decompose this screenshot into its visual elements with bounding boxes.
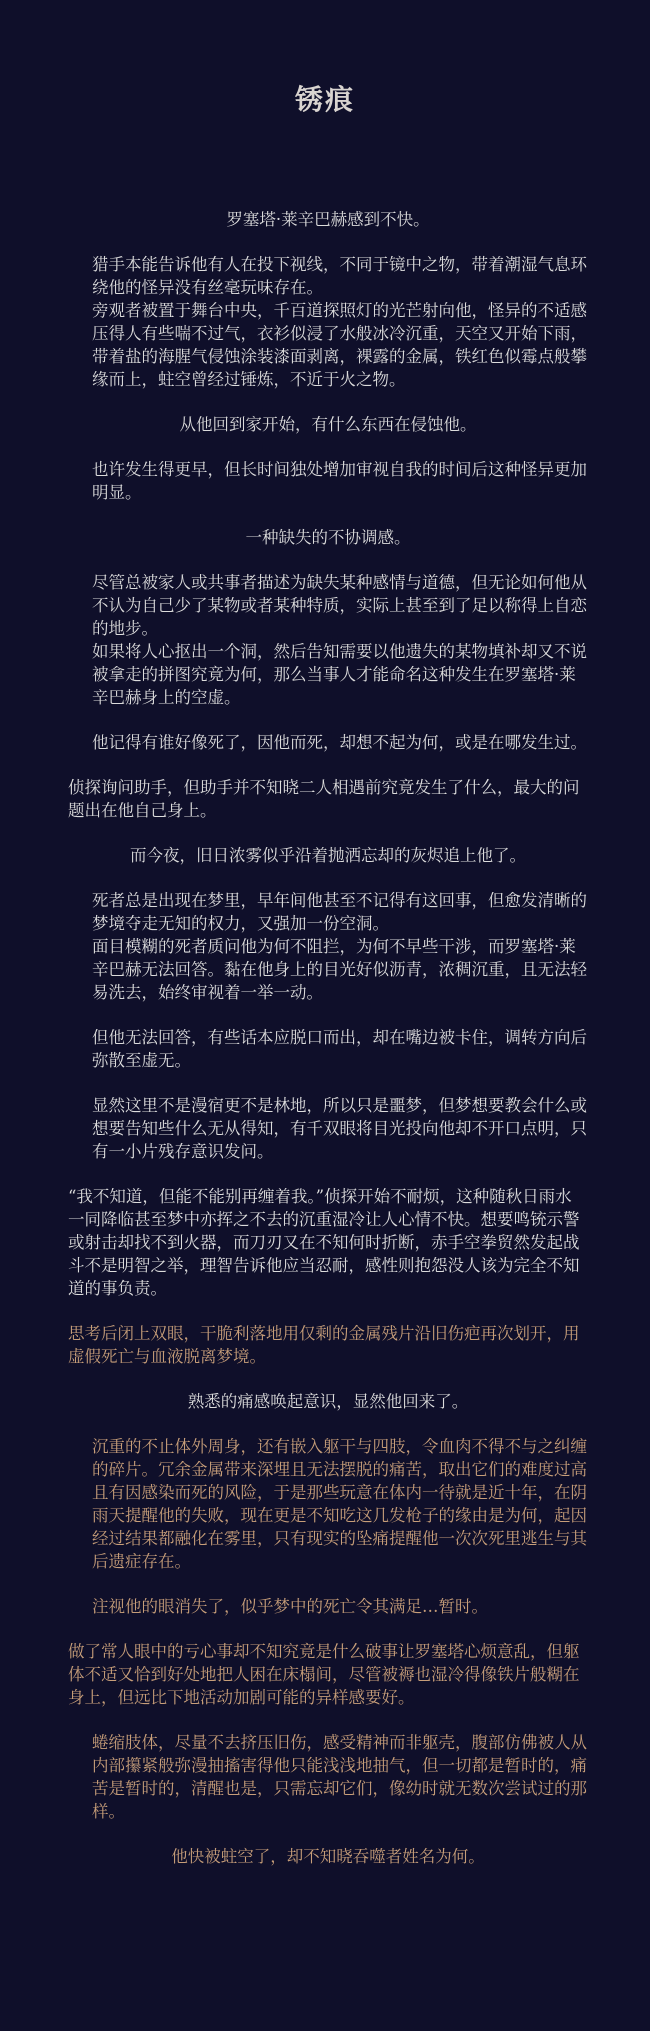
paragraph: 沉重的不止体外周身，还有嵌入躯干与四肢，令血肉不得不与之纠缠的碎片。冗余金属带来深埋且无法摆脱的痛苦，取出它们的难度过高且有因感染而死的风险，于是那些玩意在体内一待就是近十年，在阴雨天提醒他的失败，现在更是不知吃这几发枪子的缘由是为何，起因经过结果都融化在雾里，只有现实的坠痛提醒他一次次死里逃生与其后遗症存在。 bbox=[92, 1437, 587, 1571]
paragraph: “我不知道，但能不能别再缠着我。”侦探开始不耐烦，这种随秋日雨水一同降临甚至梦中亦挥之不去的沉重湿冷让人心情不快。想要鸣铳示警或射击却找不到火器，而刀刃又在不知何时折断，赤手空拳贸然发起战斗不是明智之举，理智告诉他应当忍耐，感性则抱怨没人该为完全不知道的事负责。 bbox=[68, 1187, 580, 1298]
paragraph: 他快被蛀空了，却不知晓吞噬者姓名为何。 bbox=[171, 1847, 485, 1866]
paragraph: 蜷缩肢体，尽量不去挤压旧伤，感受精神而非躯壳，腹部仿佛被人从内部攥紧般弥漫抽搐害得他只能浅浅地抽气，但一切都是暂时的，痛苦是暂时的，清醒也是，只需忘却它们，像幼时就无数次尝试过的那样。 bbox=[92, 1733, 587, 1821]
paragraph: 罗塞塔·莱辛巴赫感到不快。 bbox=[226, 210, 430, 229]
paragraph: 但他无法回答，有些话本应脱口而出，却在嘴边被卡住，调转方向后弥散至虚无。 bbox=[92, 1028, 587, 1070]
paragraph: 注视他的眼消失了，似乎梦中的死亡令其满足…暂时。 bbox=[92, 1597, 488, 1616]
paragraph: 他记得有谁好像死了，因他而死，却想不起为何，或是在哪发生过。 bbox=[92, 733, 587, 752]
paragraph: 一种缺失的不协调感。 bbox=[245, 528, 411, 547]
paragraph: 从他回到家开始，有什么东西在侵蚀他。 bbox=[179, 415, 477, 434]
paragraph: 侦探询问助手，但助手并不知晓二人相遇前究竟发生了什么，最大的问题出在他自己身上。 bbox=[68, 778, 580, 820]
article-title: 锈痕 bbox=[294, 83, 355, 116]
paragraph: 熟悉的痛感唤起意识，显然他回来了。 bbox=[187, 1392, 469, 1411]
paragraph: 尽管总被家人或共事者描述为缺失某种感情与道德，但无论如何他从不认为自己少了某物或者某种特质，实际上甚至到了足以称得上自恋的地步。 如果将人心抠出一个洞，然后告知需要以他遗失的某物填补却又不说被拿走的拼图究竟为何，那么当事人才能命名这种发生在罗塞塔·莱辛巴赫身上的空虚。 bbox=[92, 573, 587, 707]
paragraph: 猎手本能告诉他有人在投下视线，不同于镜中之物，带着潮湿气息环绕他的怪异没有丝毫玩味存在。 旁观者被置于舞台中央，千百道探照灯的光芒射向他，怪异的不适感压得人有些喘不过气，衣衫似浸了水般冰冷沉重，天空又开始下雨，带着盐的海腥气侵蚀涂装漆面剥离，裸露的金属，铁红色似霉点般攀缘而上，蛀空曾经过锤炼，不近于火之物。 bbox=[92, 255, 587, 389]
paragraph: 而今夜，旧日浓雾似乎沿着抛洒忘却的灰烬追上他了。 bbox=[130, 846, 526, 865]
paragraph: 做了常人眼中的亏心事却不知究竟是什么破事让罗塞塔心烦意乱，但躯体不适又恰到好处地把人困在床榻间，尽管被褥也湿冷得像铁片般糊在身上，但远比下地活动加剧可能的异样感要好。 bbox=[68, 1642, 580, 1707]
paragraph: 思考后闭上双眼，干脆利落地用仅剩的金属残片沿旧伤疤再次划开，用虚假死亡与血液脱离梦境。 bbox=[68, 1324, 580, 1366]
paragraph: 也许发生得更早，但长时间独处增加审视自我的时间后这种怪异更加明显。 bbox=[92, 460, 587, 502]
paragraph: 死者总是出现在梦里，早年间他甚至不记得有这回事，但愈发清晰的梦境夺走无知的权力，又强加一份空洞。 面目模糊的死者质问他为何不阻拦，为何不早些干涉，而罗塞塔·莱辛巴赫无法回答。黏在他身上的目光好似沥青，浓稠沉重，且无法轻易洗去，始终审视着一举一动。 bbox=[92, 891, 587, 1002]
article-body bbox=[68, 208, 588, 1890]
paragraph: 显然这里不是漫宿更不是林地，所以只是噩梦，但梦想要教会什么或想要告知些什么无从得知，有千双眼将目光投向他却不开口点明，只有一小片残存意识发问。 bbox=[92, 1096, 587, 1161]
